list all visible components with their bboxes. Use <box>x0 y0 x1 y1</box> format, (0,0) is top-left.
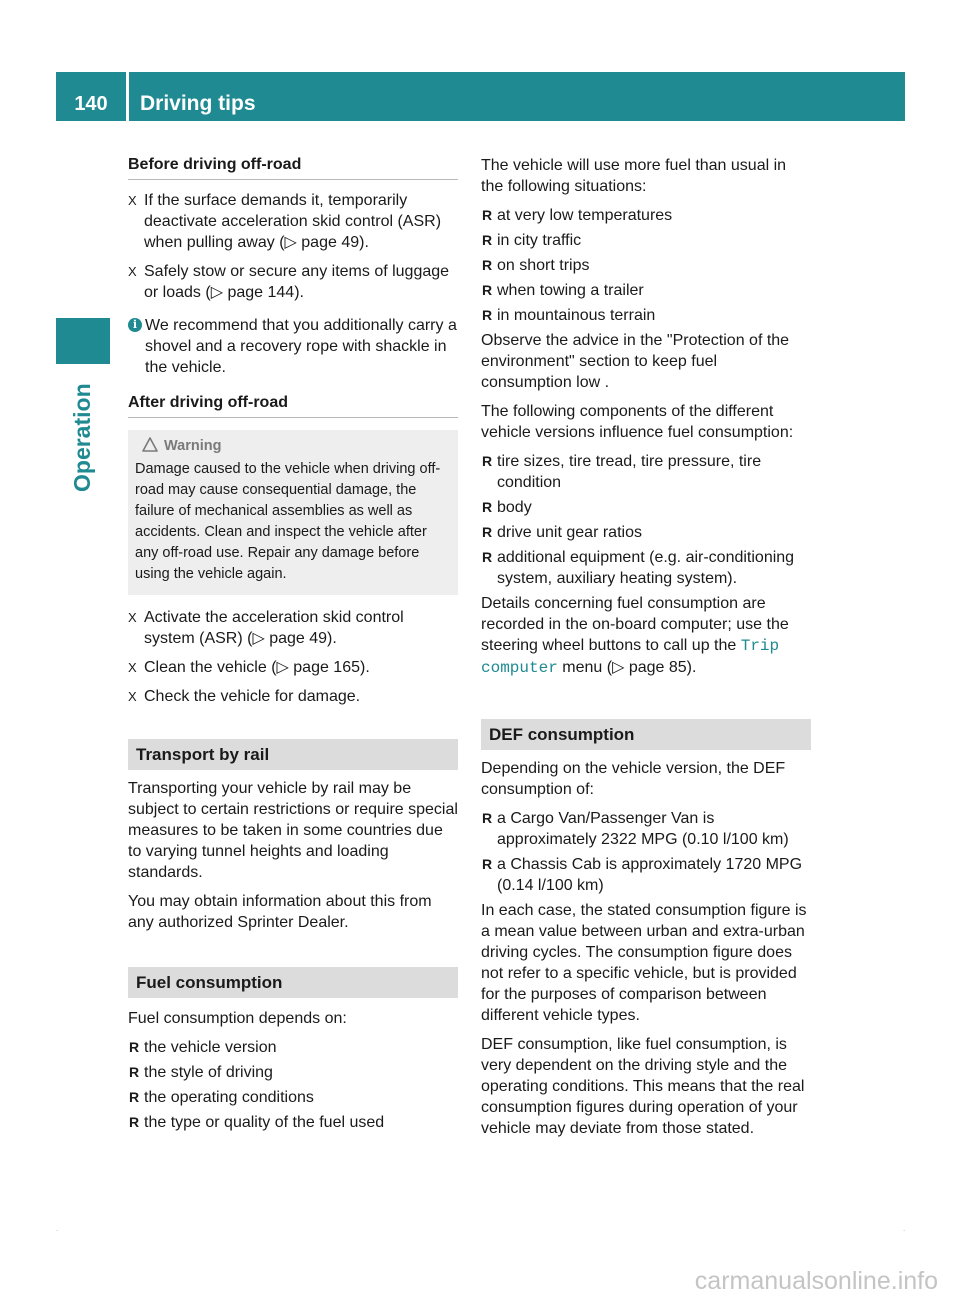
more-fuel-intro: The vehicle will use more fuel than usual in the following situations: <box>481 157 787 195</box>
list-item: R the style of driving <box>129 1064 273 1081</box>
heading-transport-by-rail: Transport by rail <box>128 739 458 770</box>
bullet-marker-icon: R <box>482 453 493 469</box>
info-icon: i <box>128 318 142 332</box>
page-reference[interactable]: ▷ page 49 <box>252 630 328 647</box>
list-item: R the vehicle version <box>129 1039 277 1056</box>
page-reference[interactable]: ▷ page 144 <box>210 284 295 301</box>
list-item: R drive unit gear ratios <box>482 524 642 541</box>
warning-box <box>128 430 458 595</box>
step-item: X If the surface demands it, temporarily deactivate acceleration skid control (ASR) when pulling away (▷ page 49). <box>128 192 442 251</box>
list-item: R in city traffic <box>482 232 582 249</box>
warning-triangle-icon <box>142 437 158 452</box>
list-item: R in mountainous terrain <box>482 307 656 324</box>
page-reference[interactable]: ▷ page 49 <box>284 234 360 251</box>
def-paragraph: DEF consumption, like fuel consumption, is very dependent on the driving style and the operating conditions. This means that the real consumption figures during operation of your vehicle may deviate from those stated. <box>481 1036 805 1137</box>
heading-after-driving-off-road: After driving off-road <box>128 388 458 418</box>
def-paragraph: In each case, the stated consumption figure is a mean value between urban and extra-urban driving cycles. The consumption figure does not refer to a specific vehicle, but is provided for the purposes of comparison between different vehicle types. <box>481 902 807 1024</box>
heading-before-driving-off-road: Before driving off-road <box>128 150 458 180</box>
footer-dot: . <box>903 1224 906 1233</box>
right-column <box>481 155 811 1147</box>
header-divider <box>126 72 129 121</box>
observe-paragraph: Observe the advice in the "Protection of the environment" section to keep fuel consumption low . <box>481 332 790 391</box>
warning-title: Warning <box>164 438 222 454</box>
side-tab-marker <box>56 318 110 364</box>
page-reference[interactable]: ▷ page 165 <box>276 659 360 676</box>
step-marker-icon: X <box>128 193 137 208</box>
left-column <box>128 150 458 1137</box>
step-marker-icon: X <box>128 660 137 675</box>
info-note: i We recommend that you additionally carry a shovel and a recovery rope with shackle in the vehicle. <box>128 315 458 378</box>
list-item: R when towing a trailer <box>482 282 644 299</box>
bullet-marker-icon: R <box>482 207 493 223</box>
def-intro: Depending on the vehicle version, the DEF consumption of: <box>481 760 786 798</box>
bullet-marker-icon: R <box>482 549 493 565</box>
bullet-marker-icon: R <box>482 856 493 872</box>
heading-def-consumption: DEF consumption <box>481 719 811 750</box>
list-item: R tire sizes, tire tread, tire pressure, tire condition <box>482 453 762 491</box>
step-marker-icon: X <box>128 610 137 625</box>
footer-dot: . <box>56 1224 59 1233</box>
list-item: R body <box>482 499 532 516</box>
bullet-marker-icon: R <box>482 524 493 540</box>
details-paragraph: Details concerning fuel consumption are recorded in the on-board computer; use the steering wheel buttons to call up the Trip computer menu (▷ page 85). <box>481 595 789 677</box>
list-item: R the type or quality of the fuel used <box>129 1114 385 1131</box>
bullet-marker-icon: R <box>129 1039 140 1055</box>
list-item: R additional equipment (e.g. air-conditioning system, auxiliary heating system). <box>482 549 795 587</box>
bullet-marker-icon: R <box>482 499 493 515</box>
list-item: R on short trips <box>482 257 590 274</box>
bullet-marker-icon: R <box>129 1089 140 1105</box>
list-item: R a Cargo Van/Passenger Van is approximately 2322 MPG (0.10 l/100 km) <box>482 810 789 848</box>
list-item: R at very low temperatures <box>482 207 673 224</box>
step-marker-icon: X <box>128 264 137 279</box>
step-item: X Check the vehicle for damage. <box>128 688 361 705</box>
bullet-marker-icon: R <box>482 282 493 298</box>
list-item: R a Chassis Cab is approximately 1720 MPG (0.14 l/100 km) <box>482 856 803 894</box>
step-item: X Safely stow or secure any items of luggage or loads (▷ page 144). <box>128 263 450 301</box>
step-item: X Clean the vehicle (▷ page 165). <box>128 659 370 676</box>
bullet-marker-icon: R <box>482 810 493 826</box>
page-reference[interactable]: ▷ page 85 <box>612 659 687 676</box>
step-marker-icon: X <box>128 689 137 704</box>
heading-fuel-consumption: Fuel consumption <box>128 967 458 998</box>
bullet-marker-icon: R <box>129 1114 140 1130</box>
rail-paragraph: You may obtain information about this from any authorized Sprinter Dealer. <box>128 893 432 931</box>
list-item: R the operating conditions <box>129 1089 314 1106</box>
watermark: carmanualsonline.info <box>694 1267 938 1295</box>
components-intro: The following components of the different vehicle versions influence fuel consumption: <box>481 403 794 441</box>
warning-text: Damage caused to the vehicle when driving off-road may cause consequential damage, the failure of mechanical assemblies as well as accidents. Clean and inspect the vehicle after any off-road use. Repair any damage before using the vehicle again. <box>135 461 441 582</box>
bullet-marker-icon: R <box>482 257 493 273</box>
section-title: Driving tips <box>140 92 256 115</box>
step-item: X Activate the acceleration skid control system (ASR) (▷ page 49). <box>128 609 404 647</box>
fuel-intro: Fuel consumption depends on: <box>128 1010 347 1027</box>
bullet-marker-icon: R <box>482 232 493 248</box>
trip-computer-menu-name: Trip computer <box>481 637 780 677</box>
rail-paragraph: Transporting your vehicle by rail may be subject to certain restrictions or require special measures to be taken in some countries due to varying tunnel heights and loading standards. <box>128 780 458 881</box>
page-number: 140 <box>74 93 108 115</box>
bullet-marker-icon: R <box>482 307 493 323</box>
bullet-marker-icon: R <box>129 1064 140 1080</box>
